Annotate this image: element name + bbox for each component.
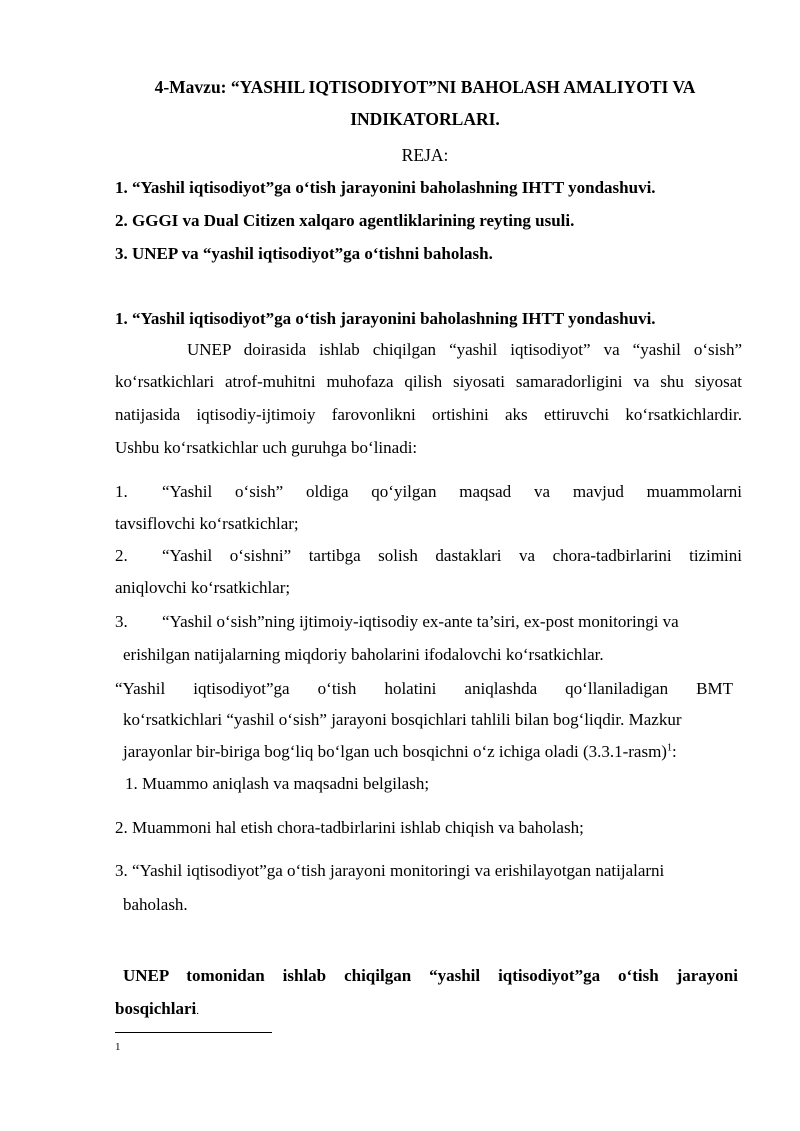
group-3-number: 3. <box>115 612 128 631</box>
paragraph-1-line-1: UNEP doirasida ishlab chiqilgan “yashil iqtisodiyot” va “yashil o‘sish” <box>187 340 742 359</box>
figure-caption-line-2 <box>115 997 199 1023</box>
paragraph-1-line-4: Ushbu ko‘rsatkichlar uch guruhga bo‘linadi: <box>115 438 418 457</box>
figure-caption-bold: bosqichlari <box>115 999 197 1018</box>
plan-item-3: 3. UNEP va “yashil iqtisodiyot”ga o‘tishni baholash. <box>115 244 493 263</box>
paragraph-2-line-3 <box>123 740 677 764</box>
stage-1: 1. Muammo aniqlash va maqsadni belgilash; <box>125 774 430 793</box>
group-2-line-1: “Yashil o‘sishni” tartibga solish dastaklari va chora-tadbirlarini tizimini <box>162 546 742 565</box>
plan-item-1: 1. “Yashil iqtisodiyot”ga o‘tish jarayonini baholashning IHTT yondashuvi. <box>115 178 656 197</box>
topic-title-line-2: INDIKATORLARI. <box>350 109 500 129</box>
plan-heading: REJA: <box>401 145 449 165</box>
footnote-separator <box>115 1032 272 1033</box>
group-3-line-2: erishilgan natijalarning miqdoriy baholarini ifodalovchi ko‘rsatkichlar. <box>123 645 604 664</box>
group-3-line-1: “Yashil o‘sish”ning ijtimoiy-iqtisodiy ex-ante ta’siri, ex-post monitoringi va <box>162 612 679 631</box>
group-2-number: 2. <box>115 546 128 565</box>
footnote-reference: 1 <box>666 742 672 754</box>
group-1-line-1: “Yashil o‘sish” oldiga qo‘yilgan maqsad va mavjud muammolarni <box>162 482 742 501</box>
topic-title-line-1: 4-Mavzu: “YASHIL IQTISODIYOT”NI BAHOLASH AMALIYOTI VA <box>154 77 696 97</box>
group-2-line-2: aniqlovchi ko‘rsatkichlar; <box>115 578 291 597</box>
group-1-number: 1. <box>115 482 128 501</box>
paragraph-1-line-2: ko‘rsatkichlari atrof-muhitni muhofaza qilish siyosati samaradorligini va shu siyosat <box>115 372 742 391</box>
stage-3-line-2: baholash. <box>123 895 188 914</box>
stage-3-line-1: 3. “Yashil iqtisodiyot”ga o‘tish jarayoni monitoringi va erishilayotgan natijalarni <box>115 861 665 880</box>
figure-caption-line-1: UNEP tomonidan ishlab chiqilgan “yashil iqtisodiyot”ga o‘tish jarayoni <box>123 966 738 985</box>
paragraph-2-line-2: ko‘rsatkichlari “yashil o‘sish” jarayoni bosqichlari tahlili bilan bog‘liqdir. Mazkur <box>123 710 682 729</box>
footnote-number: 1 <box>115 1041 121 1053</box>
paragraph-2-line-3-colon: : <box>671 742 677 761</box>
paragraph-1-line-3: natijasida iqtisodiy-ijtimoiy farovonlikni ortishini aks ettiruvchi ko‘rsatkichlardir. <box>115 405 742 424</box>
stage-2: 2. Muammoni hal etish chora-tadbirlarini ishlab chiqish va baholash; <box>115 818 584 837</box>
plan-item-2: 2. GGGI va Dual Citizen xalqaro agentliklarining reyting usuli. <box>115 211 575 230</box>
paragraph-2-line-3-text: jarayonlar bir-biriga bog‘liq bo‘lgan uch bosqichni o‘z ichiga oladi (3.3.1-rasm) <box>123 742 667 761</box>
paragraph-2-line-1: “Yashil iqtisodiyot”ga o‘tish holatini aniqlashda qo‘llaniladigan BMT <box>115 679 733 698</box>
group-1-line-2: tavsiflovchi ko‘rsatkichlar; <box>115 514 299 533</box>
figure-caption-trail: . <box>196 1005 199 1017</box>
section-1-heading: 1. “Yashil iqtisodiyot”ga o‘tish jarayonini baholashning IHTT yondashuvi. <box>115 309 656 328</box>
